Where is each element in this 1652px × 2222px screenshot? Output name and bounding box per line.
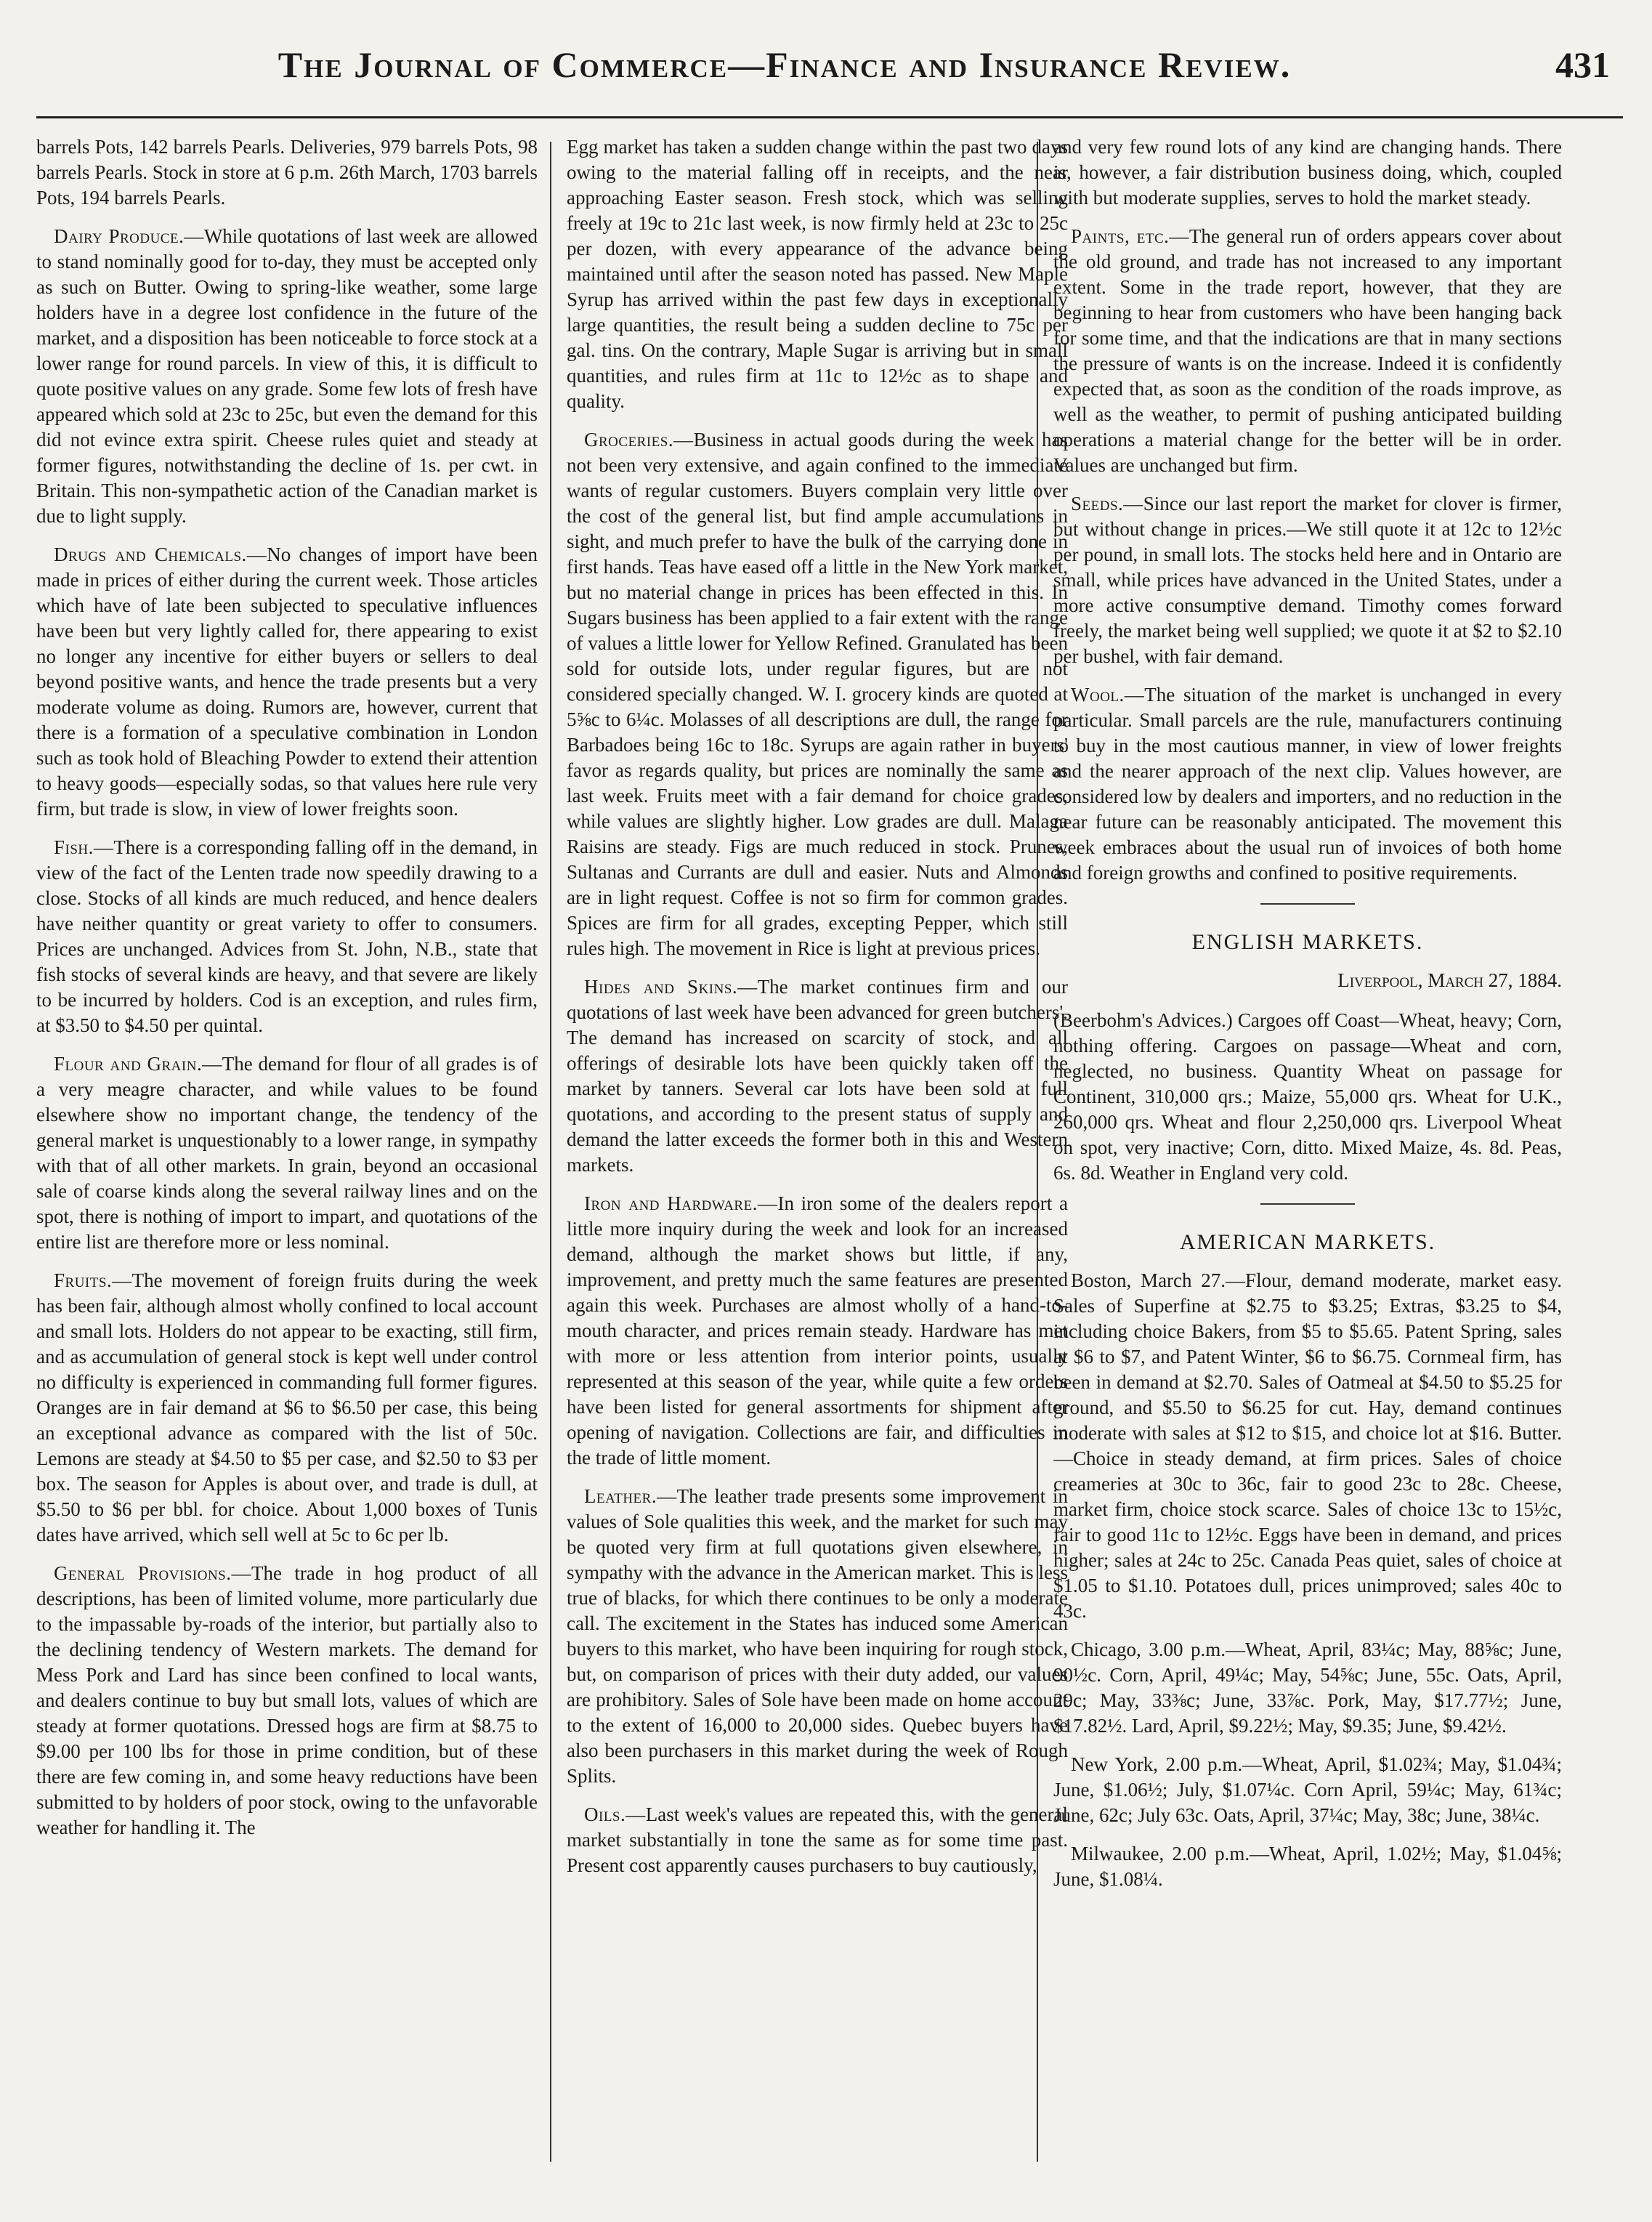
page-number: 431 (1555, 44, 1610, 85)
column-divider (550, 142, 551, 2162)
section-lead: General Provisions.— (54, 1562, 251, 1584)
col2-paragraph (567, 974, 1068, 1178)
paragraph-text: The situation of the market is unchanged in every particular. Small parcels are the rule, manufacturers continuing to buy in the most cautious manner, in view of lower freights and the nearer approach of the next clip. Values however, are considered low by dealers and importers, and no reduction in the near future can be reasonably anticipated. The movement this week embraces about the usual run of invoices of both home and foreign growths and confined to positive requirements. (1053, 684, 1562, 884)
english-markets-heading: ENGLISH MARKETS. (1191, 930, 1424, 954)
col3-paragraph (1053, 224, 1562, 478)
page-header (36, 44, 1623, 118)
column-right (1053, 134, 1562, 2183)
paragraph-text: No changes of import have been made in prices of either during the current week. Those articles which have of late been subjected to speculative influences have been but very lightly called for, there appearing to exist no longer any incentive for either buyers or sellers to deal beyond positive wants, and hence the trade presents but a very moderate volume as doing. Rumors are, however, current that there is a formation of a speculative combination in London such as took hold of Bleaching Powder to extend their attention to heavy goods—especially sodas, so that values here rule very firm, but trade is slow, in view of lower freights soon. (36, 544, 538, 820)
col1-paragraph (36, 835, 538, 1038)
col1-paragraph (36, 542, 538, 822)
paragraph-text: There is a corresponding falling off in the demand, in view of the fact of the Lenten trade now speedily drawing to a close. Stocks of all kinds are much reduced, and hence dealers have neither quantity or great variety to offer to consumers. Prices are unchanged. Advices from St. John, N.B., state that fish stocks of several kinds are heavy, and that severe are likely to be incurred by holders. Cod is an exception, and rules firm, at $3.50 to $4.50 per quintal. (36, 836, 538, 1036)
section-lead: Oils.— (584, 1803, 646, 1825)
paragraph-text: Egg market has taken a sudden change within the past two days owing to the material falling off in receipts, and the near approaching Easter season. Fresh stock, which was selling freely at 19c to 21c last week, is now firmly held at 23c to 25c per dozen, with every appearance of the advance being maintained until after the season noted has passed. New Maple Syrup has arrived within the past few days in exceptionally large quantities, the result being a sudden decline to 75c per gal. tins. On the contrary, Maple Sugar is arriving but in small quantities, and rules firm at 11c to 12½c as to shape and quality. (567, 136, 1068, 412)
section-lead: Fish.— (54, 836, 114, 858)
section-divider (1260, 903, 1355, 905)
section-lead: Wool.— (1071, 684, 1145, 706)
col2-paragraph (567, 427, 1068, 961)
section-lead: Seeds.— (1071, 493, 1143, 514)
paragraph-text: In iron some of the dealers report a little more inquiry during the week and look for an increased demand, although the market shows but little, if any, improvement, and pretty much the same features are presented again this week. Purchases are almost wholly of a hand-to-mouth character, and prices remain steady. Hardware has met with more or less attention from interior points, usually represented at this season of the year, while quite a few orders have been listed for general assortments for shipment after opening of navigation. Collections are fair, and difficulties in the trade of little moment. (567, 1192, 1068, 1468)
american-markets-heading: AMERICAN MARKETS. (1179, 1230, 1436, 1254)
paragraph-text: Last week's values are repeated this, with the general market substantially in tone the same as for some time past. Present cost apparently causes purchasers to buy cautiously, (567, 1803, 1068, 1876)
col1-paragraph (36, 134, 538, 211)
col1-paragraph (36, 224, 538, 529)
col2-paragraph (567, 1191, 1068, 1471)
col2-paragraph (567, 1802, 1068, 1878)
paragraph-text: Since our last report the market for clover is firmer, but without change in prices.—We still quote it at 12c to 12½c per pound, in small lots. The stocks held here and in Ontario are small, while prices have advanced in the United States, under a more active consumptive demand. Timothy comes forward freely, the market being well supplied; we quote it at $2 to $2.10 per bushel, with fair demand. (1053, 493, 1562, 667)
paragraph-text: The leather trade presents some improvement in values of Sole qualities this week, and the market for such may be quoted very firm at full quotations given elsewhere, in sympathy with the advance in the American market. This is less true of blacks, for which there continues to be only a moderate call. The excitement in the States has induced some American buyers to this market, who have been inquiring for rough stock, but, on comparison of prices with their duty added, our values are prohibitory. Sales of Sole have been made on home account to the extent of 16,000 to 20,000 sides. Quebec buyers have also been purchasers in this market during the week of Rough Splits. (567, 1485, 1068, 1787)
section-lead: Dairy Produce.— (54, 225, 204, 247)
american-market-chicago: Chicago, 3.00 p.m.—Wheat, April, 83¼c; May, 88⅝c; June, 90½c. Corn, April, 49¼c; May, 54⅝c; June, 55c. Oats, April, 29c; May, 33⅜c; June, 33⅞c. Pork, May, $17.77½; June, $17.82½. Lard, April, $9.22½; May, $9.35; June, $9.42½. (1053, 1639, 1562, 1737)
paragraph-text: While quotations of last week are allowed to stand nominally good for to-day, they must be accepted only as such on Butter. Owing to spring-like weather, some large holders have in a degree lost confidence in the future of the market, and a disposition has been noticeable to force stock at a lower range for round parcels. In view of this, it is difficult to quote positive values on any grade. Some few lots of fresh have appeared which sold at 23c to 25c, but even the demand for this did not evince extra spirit. Cheese rules quiet and steady at former figures, notwithstanding the decline of 1s. per cwt. in Britain. This non-sympathetic action of the Canadian market is due to light supply. (36, 225, 538, 527)
column-middle (567, 134, 1068, 2183)
paragraph-text: Business in actual goods during the week has not been very extensive, and again confined to the immediate wants of regular customers. Buyers complain very little over the cost of the general list, but find ample accumulations in sight, and much prefer to have the bulk of the carrying done in first hands. Teas have eased off a little in the New York market, but no material change in prices has been effected in this. In Sugars business has been applied to a fair extent with the range of values a little lower for Yellow Refined. Granulated has been sold for outside lots, under regular figures, but are not considered specially changed. W. I. grocery kinds are quoted at 5⅝c to 6¼c. Molasses of all descriptions are dull, the range for Barbadoes being 16c to 18c. Syrups are again rather in buyers' favor as regards quality, but prices are nominally the same as last week. Fruits meet with a fair demand for choice grades, while values are slightly higher. Low grades are dull. Malaga Raisins are steady. Figs are much reduced in stock. Prunes, Sultanas and Currants are dull and easier. Nuts and Almonds are in light request. Coffee is not so firm for common grades. Spices are firm for all grades, excepting Pepper, which still rules high. The movement in Rice is light at previous prices. (567, 429, 1068, 959)
col2-paragraph (567, 1484, 1068, 1789)
american-market-new-york: New York, 2.00 p.m.—Wheat, April, $1.02¾; May, $1.04¾; June, $1.06½; July, $1.07¼c. Corn April, 59¼c; May, 61¾c; June, 62c; July 63c. Oats, April, 37¼c; May, 38c; June, 38¼c. (1053, 1753, 1562, 1826)
paragraph-text: barrels Pots, 142 barrels Pearls. Deliveries, 979 barrels Pots, 98 barrels Pearls. Stock in store at 6 p.m. 26th March, 1703 barrels Pots, 194 barrels Pearls. (36, 136, 538, 209)
section-lead: Fruits.— (54, 1269, 132, 1291)
section-lead: Paints, etc.— (1071, 225, 1189, 247)
col3-paragraph (1053, 682, 1562, 886)
section-lead: Drugs and Chemicals.— (54, 544, 267, 565)
paragraph-text: and very few round lots of any kind are changing hands. There is, however, a fair distribution business doing, which, coupled with but moderate supplies, serves to hold the market steady. (1053, 136, 1562, 209)
english-markets-body: (Beerbohm's Advices.) Cargoes off Coast—Wheat, heavy; Corn, nothing offering. Cargoes on passage—Wheat and corn, neglected, no business. Quantity Wheat on passage for Continent, 310,000 qrs.; Maize, 55,000 qrs. Wheat for U.K., 260,000 qrs. Wheat and flour 2,250,000 qrs. Liverpool Wheat on spot, very inactive; Corn, ditto. Mixed Maize, 4s. 8d. Peas, 6s. 8d. Weather in England very cold. (1053, 1009, 1562, 1184)
col3-paragraph (1053, 134, 1562, 211)
section-lead: Leather.— (584, 1485, 677, 1507)
section-lead: Iron and Hardware.— (584, 1192, 778, 1214)
col1-paragraph (36, 1561, 538, 1841)
american-market-milwaukee: Milwaukee, 2.00 p.m.—Wheat, April, 1.02½; May, $1.04⅝; June, $1.08¼. (1053, 1843, 1562, 1890)
column-left (36, 134, 538, 2183)
col3-paragraph (1053, 491, 1562, 669)
col1-paragraph (36, 1268, 538, 1548)
paragraph-text: The trade in hog product of all descriptions, has been of limited volume, more particularly due to the impassable by-roads of the interior, but partially also to the declining tendency of Western markets. The demand for Mess Pork and Lard has since been confined to local wants, and dealers continue to buy but small lots, values of which are steady at former quotations. Dressed hogs are firm at $8.75 to $9.00 per 100 lbs for those in prime condition, but of these there are few coming in, and some heavy reductions have been submitted to by holders of poor stock, owing to the unfavorable weather for handling it. The (36, 1562, 538, 1838)
section-divider (1260, 1203, 1355, 1205)
paragraph-text: The market continues firm and our quotations of last week have been advanced for green butchers'. The demand has increased on scarcity of stock, and all offerings of desirable lots have been quickly taken off the market by tanners. Several car lots have been sold at full quotations, and according to the present status of supply and demand the latter exceeds the former both in this and Western markets. (567, 976, 1068, 1176)
col1-paragraph (36, 1051, 538, 1255)
paragraph-text: The demand for flour of all grades is of a very meagre character, and while values to be found elsewhere show no important change, the tendency of the general market is unquestionably to a lower range, in sympathy with that of all other markets. In grain, beyond an occasional sale of coarse kinds along the several railway lines and on the spot, there is nothing of import to impart, and quotations of the entire list are therefore more or less nominal. (36, 1053, 538, 1253)
section-lead: Flour and Grain.— (54, 1053, 222, 1075)
paragraph-text: The movement of foreign fruits during the week has been fair, although almost wholly confined to local account and small lots. Holders do not appear to be exacting, still firm, and as accumulation of general stock is kept well under control no difficulty is experienced in commanding full former figures. Oranges are in fair demand at $6 to $6.50 per case, this being an exceptional advance as compared with the list of 50c. Lemons are steady at $4.50 to $5 per case, and $2.50 to $3 per box. The season for Apples is about over, and trade is dull, at $5.50 to $6 per bbl. for choice. About 1,000 boxes of Tunis dates have arrived, which sell well at 5c to 6c per lb. (36, 1269, 538, 1546)
section-lead: Groceries.— (584, 429, 694, 451)
section-lead: Hides and Skins.— (584, 976, 758, 998)
american-market-boston: Boston, March 27.—Flour, demand moderate, market easy. Sales of Superfine at $2.75 to $3.25; Extras, $3.25 to $4, including choice Bakers, from $5 to $5.65. Patent Spring, sales at $6 to $7, and Patent Winter, $6 to $6.75. Cornmeal firm, has been in demand at $2.70. Sales of Oatmeal at $4.50 to $5.25 for ground, and $5.50 to $6.25 for cut. Hay, demand continues moderate with sales at $12 to $15, and choice lot at $16. Butter.—Choice in steady demand, at firm prices. Sales of choice creameries at 30c to 36c, fair to good 23c to 28c. Cheese, market firm, choice stock scarce. Sales of choice 13c to 15½c, fair to good 11c to 12½c. Eggs have been in demand, and prices higher; sales at 24c to 25c. Canada Peas quiet, sales of choice at $1.05 to $1.10. Potatoes dull, prices unimproved; sales 40c to 43c. (1053, 1269, 1562, 1622)
english-markets-dateline: Liverpool, March 27, 1884. (1337, 969, 1562, 991)
journal-title: The Journal of Commerce—Finance and Insurance Review. (278, 44, 1292, 85)
market-reports (1053, 134, 1562, 886)
paragraph-text: The general run of orders appears cover about the old ground, and trade has not increased to any important extent. Some in the trade report, however, that they are beginning to hear from customers who have been hanging back for some time, and that the indications are that in many sections the pressure of wants is on the increase. Indeed it is confidently expected that, as soon as the condition of the roads improve, as well as the weather, to permit of pushing anticipated building operations a material change for the better will be in order. Values are unchanged but firm. (1053, 225, 1562, 476)
col2-paragraph (567, 134, 1068, 414)
